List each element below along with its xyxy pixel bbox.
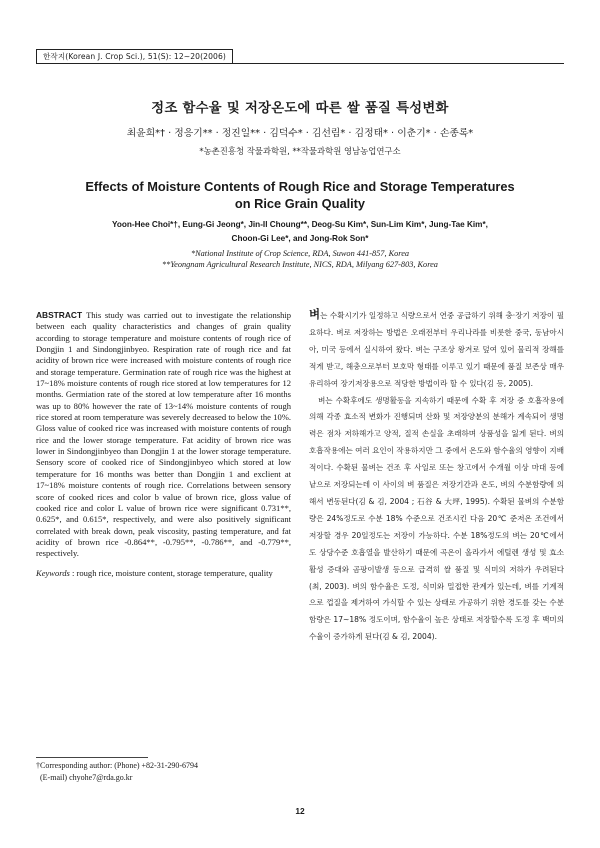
abstract-section [36,310,291,579]
english-title-line1: Effects of Moisture Contents of Rough Rice and Storage Temperatures [85,179,515,194]
korean-title: 정조 함수율 및 저장온도에 따른 쌀 품질 특성변화 [151,101,449,116]
body-paragraph-2: 벼는 수확후에도 생명활동을 지속하기 때문에 수확 후 저장 중 호흡작용에 의해 각종 효소적 변화가 진행되며 산화 및 저장양분의 분해가 계속되어 생명력은 점차 저하해가고 양적, 질적 손실을 초래하며 상품성을 잃게 된다. 벼의 호흡작용에는 여러 요인이 작용하지만 그 중에서 온도와 함수율의 영향이 지배적이다. 수확된 물벼는 건조 후 사일로 또는 창고에서 수개월 이상 마대 등에 낱으로 저장되는데 이 사이의 벼 품질은 저장기간과 온도, 벼의 수분함량에 의해서 변동된다(김 & 김, 2004 ; 石谷 & 大坪, 1995). 수확된 물벼의 수분함량은 24%정도로 수분 18% 수준으로 건조시킨 다음 20℃ 준저온 조건에서 저장할 경우 20일정도는 저장이 가능하다. 수분 18%정도의 벼는 20℃에서도 상당수준 호흡열을 발산하기 때문에 곡온이 올라가서 에틸렌 생성 및 효소활성 증대와 곰팡이발생 등으로 급격히 쌀 품질 및 식미의 저하가 우려된다(최, 2003). 벼의 함수율은 도정, 식미와 밀접한 관계가 있는데, 벼를 기계적으로 껍질을 제거하여 가식할 수 있는 상태로 가공하기 위한 경도를 갖는 수분함량은 17~18% 정도이며, 함수율이 높은 상태로 저장할수록 도정 후 백미의 수율이 증가하게 된다(김 & 김, 2004). [309,395,564,642]
body-paragraph-1 [309,306,564,393]
keywords [36,568,291,579]
korean-authors: 최윤희*† · 정응기** · 정진일** · 김덕수* · 김선림* · 김정태* · 이춘기* · 손종록* [126,128,474,139]
body-text [309,306,564,646]
body-paragraph-1-text: 는 수확시기가 일정하고 식량으로서 연중 공급하기 위해 충·장기 저장이 필요하다. 벼로 저장하는 방법은 오래전부터 우리나라를 비롯한 중국, 동남아시아, 미국 등에서 실시하여 왔다. 벼는 구조상 왕겨로 덮여 있어 물리적 장해를 적게 받고, 해충으로부터 보호막 형태를 이루고 있기 때문에 품질 보존상 매우 유리하여 장기저장용으로 적당한 방법이라 할 수 있다(김 등, 2005). [309,311,564,388]
footnote-rule [36,757,148,758]
footnote [36,760,296,783]
header-rule [36,63,564,64]
drop-cap: 벼 [309,307,321,321]
keywords-text: : rough rice, moisture content, storage temperature, quality [72,567,273,578]
abstract-paragraph [36,310,291,560]
english-affiliation-line1: *National Institute of Crop Science, RDA, Suwon 441-857, Korea [190,249,410,258]
english-authors-line2: Choon-Gi Lee*, and Jong-Rok Son* [231,234,369,243]
english-title [36,178,564,212]
english-affiliations [36,248,564,270]
footnote-line2: (E-mail) chyohe7@rda.go.kr [40,772,133,782]
abstract-text: This study was carried out to investigate the relationship between each quality characteristics and changes of grain quality according to storage temperature and moisture contents of rough rice of Dongjin 1 and Sindongjinbyeo. Respiration rate of rough rice and fat acidity of brown rice were increased with moisture contents of rough rice and storage temperature. Germination rate of rough rice was the highest at 17~18% moisture contents of rough rice stored at low temperatures for 12 months. Germiation rate of the stored at low temperature after 16 months was up to 80% however the rate of 13~14% moisture contents of rough rice stored at room temperature was severely decreased to below the 10%. Gloss value of cooked rice was increased with moisture contents of rough rice and the lower storage temperature. Fat acidity of brown rice was lower in Sindongjinbyeo than Dongjin 1 at the lower storage temperature. Sensory score of cooked rice of Sindongjinbyeo which stored at low temperature for 16 months was better than Dongjin 1 and exclient at 17~18% moisture contents of rough rice. Correlations between sensory score of cooked rices and color b value of brown rice, gloss value of cooked rice and color L value of brown rice were significant 0.731**, 0.625*, and 0.615*, respectively, and were also positively significant correlated with break down, peak viscosity, pasting temperature, and fat acidity of brown rice -0.864**, -0.795**, -0.786**, and -0.779**, respectively. [36,310,291,559]
english-authors-line1: Yoon-Hee Choi*†, Eung-Gi Jeong*, Jin-Il Choung**, Deog-Su Kim*, Sun-Lim Kim*, Jung-Tae Kim*, [112,220,488,229]
korean-affiliation: *농촌진흥청 작물과학원, **작물과학원 영남농업연구소 [199,146,401,156]
english-authors [36,218,564,246]
abstract-heading: ABSTRACT [36,310,83,320]
english-affiliation-line2: **Yeongnam Agricultural Research Institute, NICS, RDA, Milyang 627-803, Korea [162,260,438,269]
journal-citation: 한작지(Korean J. Crop Sci.), 51(S): 12~20(2006) [36,49,233,64]
keywords-label: Keywords [36,567,70,578]
english-title-line2: on Rice Grain Quality [234,196,366,211]
page-number: 12 [295,806,305,816]
footnote-line1: †Corresponding author: (Phone) +82-31-290-6794 [36,761,199,770]
